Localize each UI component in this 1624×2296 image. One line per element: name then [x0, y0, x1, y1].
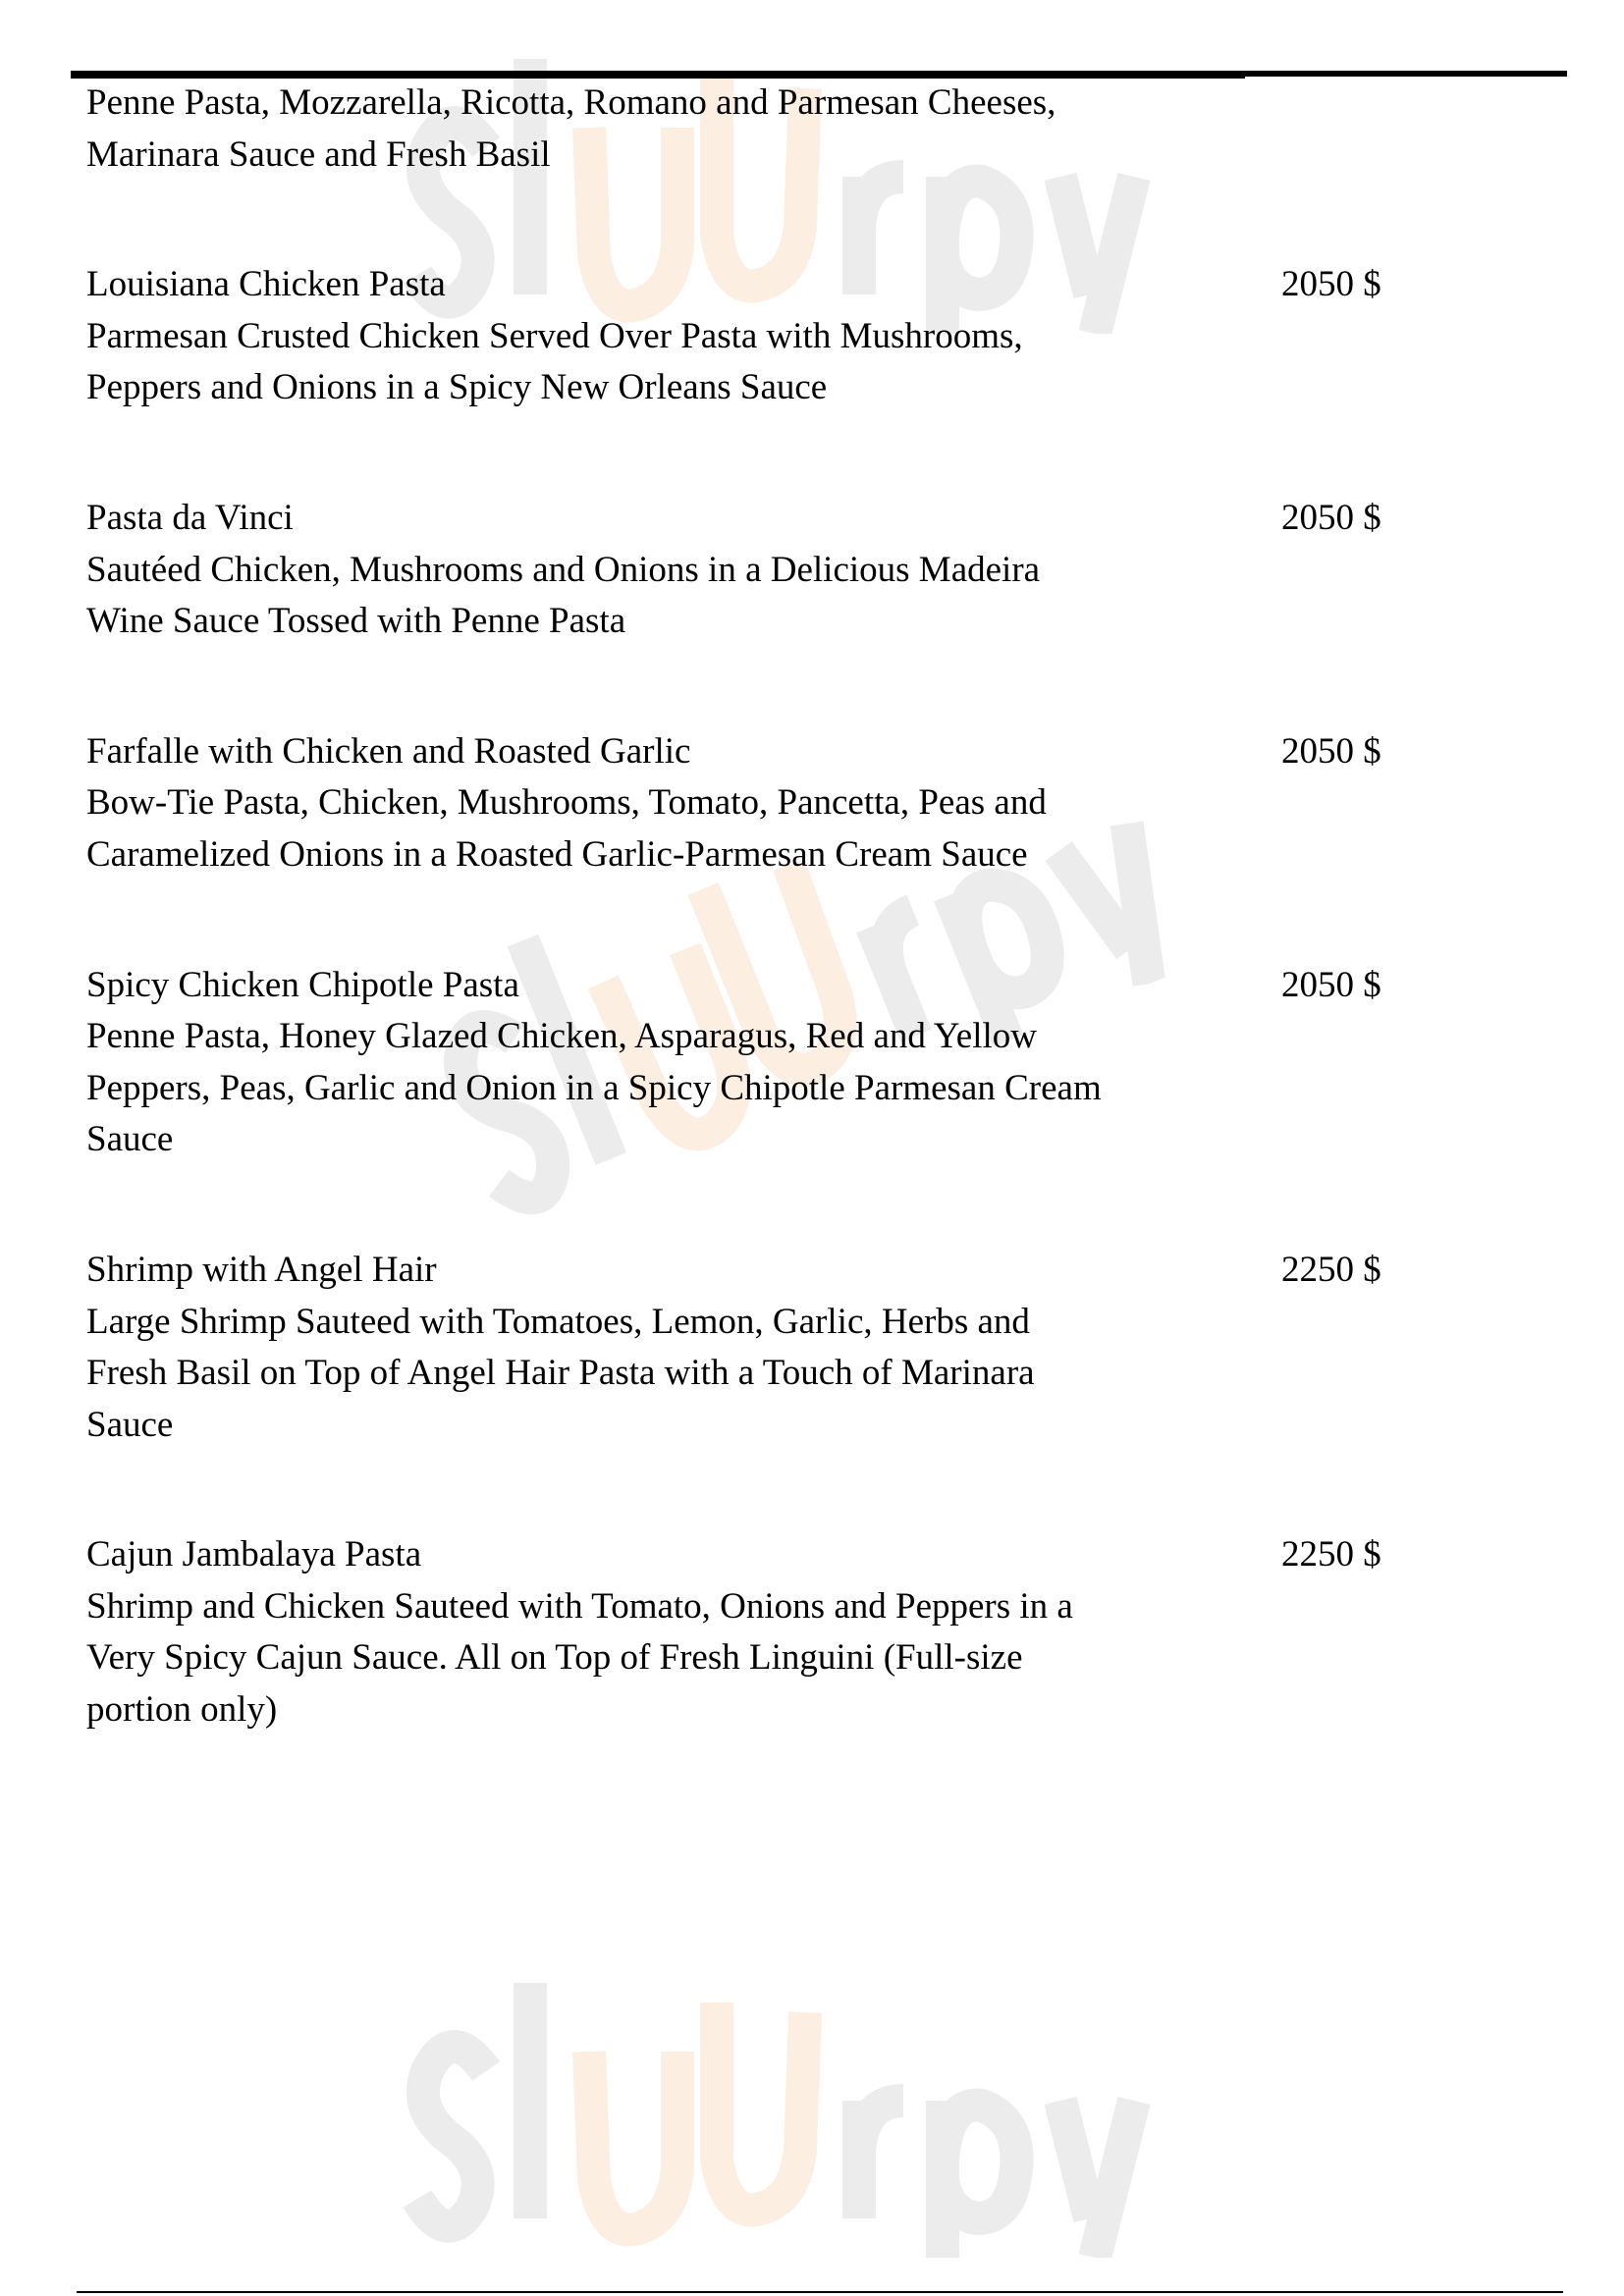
menu-item [86, 493, 1461, 648]
menu-item-description-line: Bow-Tie Pasta, Chicken, Mushrooms, Tomato, Pancetta, Peas and [86, 782, 1047, 824]
menu-item-header [86, 726, 1461, 778]
sluurpy-watermark-logo [393, 1963, 1237, 2258]
menu-item-description-line: Peppers, Peas, Garlic and Onion in a Spicy Chipotle Parmesan Cream [86, 1067, 1102, 1108]
menu-item-description-line: Penne Pasta, Mozzarella, Ricotta, Romano and Parmesan Cheeses, [86, 82, 1056, 123]
menu-item-name: Pasta da Vinci [86, 497, 294, 538]
menu-item-description-line: Shrimp and Chicken Sauteed with Tomato, Onions and Peppers in a [86, 1585, 1073, 1627]
menu-item-price: 2050 $ [1281, 964, 1381, 1005]
menu-item-name: Spicy Chicken Chipotle Pasta [86, 964, 519, 1005]
menu-item [86, 1529, 1461, 1735]
menu-item-name-cell [86, 726, 1245, 778]
menu-item-header [86, 259, 1461, 311]
menu-item-description-line: Fresh Basil on Top of Angel Hair Pasta with a Touch of Marinara [86, 1353, 1035, 1394]
menu-item-name-cell [86, 259, 1245, 311]
menu-item-description-line: Parmesan Crusted Chicken Served Over Pasta with Mushrooms, [86, 315, 1023, 356]
menu-item-name-cell [86, 960, 1245, 1012]
menu-item-description-line: Caramelized Onions in a Roasted Garlic-Parmesan Cream Sauce [86, 833, 1028, 875]
menu-item [86, 78, 1461, 181]
menu-item [86, 960, 1461, 1166]
menu-item-description-line: Sauce [86, 1404, 174, 1445]
menu-item-name: Louisiana Chicken Pasta [86, 264, 446, 305]
menu-item-name-cell [86, 493, 1245, 545]
menu-item-description-line: Penne Pasta, Honey Glazed Chicken, Asparagus, Red and Yellow [86, 1016, 1037, 1057]
menu-item-name-cell [86, 1529, 1245, 1581]
menu-item [86, 259, 1461, 414]
menu-item-description-line: Large Shrimp Sauteed with Tomatoes, Lemon, Garlic, Herbs and [86, 1301, 1030, 1342]
menu-item-name-cell [86, 1245, 1245, 1297]
menu-item-name: Farfalle with Chicken and Roasted Garlic [86, 730, 691, 772]
menu-item-name: Shrimp with Angel Hair [86, 1249, 437, 1290]
menu-item-price: 2250 $ [1281, 1249, 1381, 1290]
menu-item-description-line: Marinara Sauce and Fresh Basil [86, 133, 551, 175]
menu-item-description-line: portion only) [86, 1689, 278, 1731]
menu-item-price: 2250 $ [1281, 1534, 1381, 1575]
menu-item-description-line: Peppers and Onions in a Spicy New Orleans Sauce [86, 367, 828, 408]
menu-item-description-line: Very Spicy Cajun Sauce. All on Top of Fresh Linguini (Full-size [86, 1637, 1023, 1679]
menu-item-header [86, 960, 1461, 1012]
bottom-rule [77, 2291, 1563, 2293]
menu-item-price: 2050 $ [1281, 497, 1381, 538]
menu-list [86, 78, 1461, 1815]
menu-item-description-line: Sautéed Chicken, Mushrooms and Onions in a Delicious Madeira [86, 549, 1041, 590]
menu-item-header [86, 1529, 1461, 1581]
menu-item-price: 2050 $ [1281, 264, 1381, 305]
menu-item-header [86, 493, 1461, 545]
menu-item-price: 2050 $ [1281, 730, 1381, 772]
menu-item [86, 726, 1461, 881]
menu-item-header [86, 1245, 1461, 1297]
menu-item-description-line: Sauce [86, 1119, 174, 1160]
menu-item-description-line: Wine Sauce Tossed with Penne Pasta [86, 601, 626, 642]
menu-item [86, 1245, 1461, 1451]
menu-item-name: Cajun Jambalaya Pasta [86, 1534, 422, 1575]
